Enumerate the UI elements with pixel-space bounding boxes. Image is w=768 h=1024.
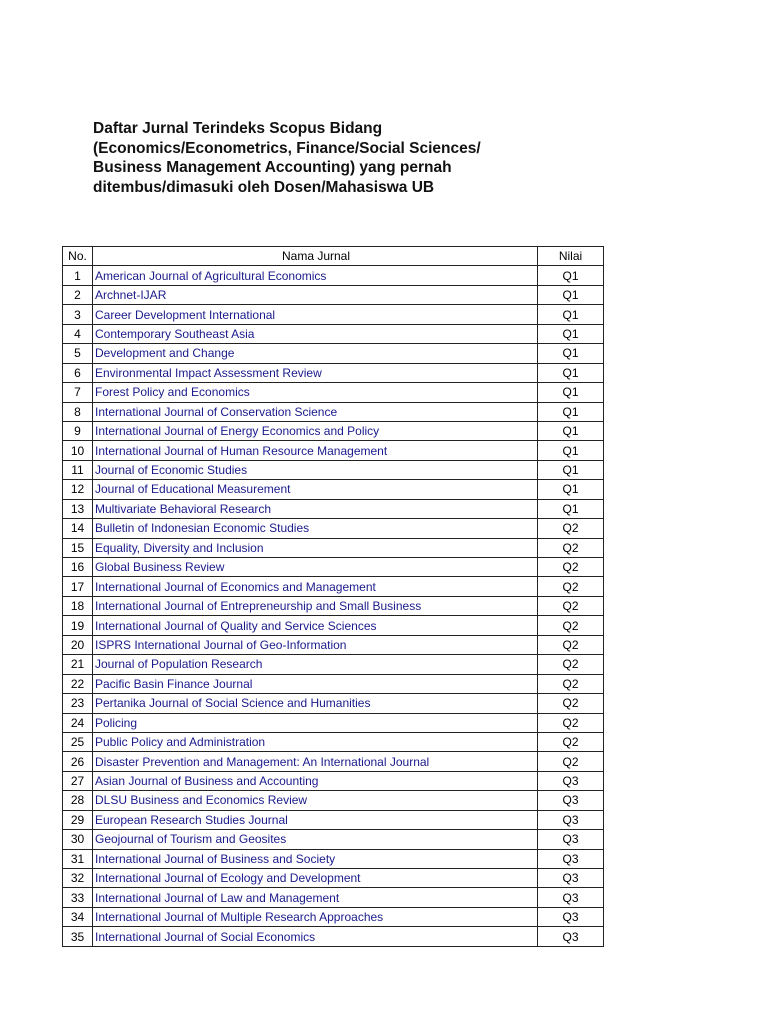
- row-number: 10: [63, 441, 93, 460]
- journal-name-link[interactable]: Multivariate Behavioral Research: [95, 501, 272, 516]
- journal-name-cell: [93, 499, 538, 518]
- journal-name-cell: [93, 694, 538, 713]
- journal-name-link[interactable]: Contemporary Southeast Asia: [95, 326, 255, 341]
- quartile-value: Q2: [538, 674, 604, 693]
- table-row: [63, 480, 604, 499]
- row-number: 22: [63, 674, 93, 693]
- table-row: [63, 324, 604, 343]
- table-row: [63, 421, 604, 440]
- quartile-value: Q2: [538, 655, 604, 674]
- quartile-value: Q2: [538, 538, 604, 557]
- journal-name-cell: [93, 577, 538, 596]
- quartile-value: Q1: [538, 324, 604, 343]
- quartile-value: Q3: [538, 771, 604, 790]
- journal-name-cell: [93, 460, 538, 479]
- row-number: 1: [63, 266, 93, 285]
- table-row: [63, 869, 604, 888]
- row-number: 8: [63, 402, 93, 421]
- table-row: [63, 441, 604, 460]
- row-number: 29: [63, 810, 93, 829]
- table-row: [63, 558, 604, 577]
- journal-name-link[interactable]: Forest Policy and Economics: [95, 385, 250, 400]
- journal-name-cell: [93, 421, 538, 440]
- journal-name-cell: [93, 538, 538, 557]
- quartile-value: Q3: [538, 791, 604, 810]
- header-name: Nama Jurnal: [93, 247, 538, 266]
- table-row: [63, 732, 604, 751]
- journal-name-link[interactable]: Disaster Prevention and Management: An International Journal: [95, 754, 430, 769]
- row-number: 28: [63, 791, 93, 810]
- table-row: [63, 713, 604, 732]
- table-row: [63, 519, 604, 538]
- quartile-value: Q3: [538, 830, 604, 849]
- journal-name-link[interactable]: International Journal of Ecology and Development: [95, 871, 361, 886]
- row-number: 20: [63, 635, 93, 654]
- journal-name-link[interactable]: American Journal of Agricultural Economics: [95, 268, 327, 283]
- table-row: [63, 596, 604, 615]
- row-number: 6: [63, 363, 93, 382]
- row-number: 34: [63, 907, 93, 926]
- quartile-value: Q3: [538, 869, 604, 888]
- quartile-value: Q1: [538, 480, 604, 499]
- row-number: 14: [63, 519, 93, 538]
- table-row: [63, 830, 604, 849]
- journal-name-link[interactable]: Career Development International: [95, 307, 276, 322]
- row-number: 25: [63, 732, 93, 751]
- journal-name-cell: [93, 402, 538, 421]
- journal-name-link[interactable]: Public Policy and Administration: [95, 735, 266, 750]
- quartile-value: Q2: [538, 713, 604, 732]
- quartile-value: Q1: [538, 285, 604, 304]
- row-number: 15: [63, 538, 93, 557]
- journal-name-cell: [93, 655, 538, 674]
- journal-name-cell: [93, 363, 538, 382]
- journal-name-cell: [93, 713, 538, 732]
- document-title: [93, 119, 613, 197]
- title-line: Daftar Jurnal Terindeks Scopus Bidang: [93, 120, 383, 137]
- journal-name-cell: [93, 869, 538, 888]
- row-number: 30: [63, 830, 93, 849]
- table-header-row: [63, 247, 604, 266]
- quartile-value: Q1: [538, 402, 604, 421]
- row-number: 23: [63, 694, 93, 713]
- journal-name-link[interactable]: Equality, Diversity and Inclusion: [95, 540, 264, 555]
- journal-name-link[interactable]: International Journal of Social Economics: [95, 929, 316, 944]
- quartile-value: Q2: [538, 577, 604, 596]
- table-row: [63, 771, 604, 790]
- journal-name-link[interactable]: Policing: [95, 715, 138, 730]
- table-row: [63, 460, 604, 479]
- quartile-value: Q1: [538, 266, 604, 285]
- journal-name-link[interactable]: International Journal of Entrepreneurship and Small Business: [95, 599, 422, 614]
- row-number: 19: [63, 616, 93, 635]
- table-row: [63, 810, 604, 829]
- journal-table-body: [63, 266, 604, 946]
- table-row: [63, 305, 604, 324]
- journal-name-cell: [93, 830, 538, 849]
- journal-name-cell: [93, 927, 538, 946]
- row-number: 11: [63, 460, 93, 479]
- table-row: [63, 285, 604, 304]
- table-row: [63, 616, 604, 635]
- journal-name-link[interactable]: ISPRS International Journal of Geo-Information: [95, 637, 347, 652]
- table-row: [63, 694, 604, 713]
- row-number: 21: [63, 655, 93, 674]
- journal-name-link[interactable]: Journal of Economic Studies: [95, 463, 248, 478]
- quartile-value: Q3: [538, 849, 604, 868]
- table-row: [63, 383, 604, 402]
- journal-name-cell: [93, 752, 538, 771]
- journal-name-link[interactable]: Asian Journal of Business and Accounting: [95, 774, 319, 789]
- quartile-value: Q1: [538, 421, 604, 440]
- quartile-value: Q3: [538, 907, 604, 926]
- journal-name-link[interactable]: Archnet-IJAR: [95, 288, 167, 303]
- row-number: 2: [63, 285, 93, 304]
- table-row: [63, 635, 604, 654]
- journal-name-link[interactable]: Geojournal of Tourism and Geosites: [95, 832, 287, 847]
- table-row: [63, 849, 604, 868]
- row-number: 4: [63, 324, 93, 343]
- journal-name-link[interactable]: International Journal of Quality and Service Sciences: [95, 618, 377, 633]
- table-row: [63, 402, 604, 421]
- journal-name-link[interactable]: International Journal of Human Resource Management: [95, 443, 388, 458]
- table-row: [63, 752, 604, 771]
- row-number: 17: [63, 577, 93, 596]
- row-number: 13: [63, 499, 93, 518]
- table-row: [63, 907, 604, 926]
- journal-name-link[interactable]: Bulletin of Indonesian Economic Studies: [95, 521, 310, 536]
- table-row: [63, 266, 604, 285]
- quartile-value: Q2: [538, 616, 604, 635]
- row-number: 12: [63, 480, 93, 499]
- quartile-value: Q2: [538, 558, 604, 577]
- journal-table: [62, 246, 604, 947]
- journal-name-cell: [93, 305, 538, 324]
- row-number: 18: [63, 596, 93, 615]
- quartile-value: Q2: [538, 732, 604, 751]
- journal-name-cell: [93, 674, 538, 693]
- quartile-value: Q2: [538, 635, 604, 654]
- table-row: [63, 363, 604, 382]
- quartile-value: Q1: [538, 499, 604, 518]
- quartile-value: Q1: [538, 383, 604, 402]
- journal-name-cell: [93, 771, 538, 790]
- header-value: Nilai: [538, 247, 604, 266]
- journal-name-link[interactable]: Global Business Review: [95, 560, 225, 575]
- row-number: 31: [63, 849, 93, 868]
- journal-name-cell: [93, 791, 538, 810]
- table-row: [63, 888, 604, 907]
- journal-name-cell: [93, 616, 538, 635]
- row-number: 26: [63, 752, 93, 771]
- table-row: [63, 791, 604, 810]
- quartile-value: Q3: [538, 810, 604, 829]
- journal-name-cell: [93, 324, 538, 343]
- journal-name-link[interactable]: European Research Studies Journal: [95, 812, 288, 827]
- quartile-value: Q3: [538, 927, 604, 946]
- row-number: 3: [63, 305, 93, 324]
- quartile-value: Q1: [538, 344, 604, 363]
- row-number: 35: [63, 927, 93, 946]
- table-row: [63, 655, 604, 674]
- table-row: [63, 927, 604, 946]
- title-line: Business Management Accounting) yang pernah: [93, 159, 452, 176]
- journal-name-link[interactable]: International Journal of Multiple Research Approaches: [95, 910, 384, 925]
- journal-name-link[interactable]: DLSU Business and Economics Review: [95, 793, 308, 808]
- quartile-value: Q3: [538, 888, 604, 907]
- row-number: 9: [63, 421, 93, 440]
- title-line: ditembus/dimasuki oleh Dosen/Mahasiswa UB: [93, 178, 435, 196]
- journal-name-cell: [93, 810, 538, 829]
- quartile-value: Q2: [538, 519, 604, 538]
- row-number: 32: [63, 869, 93, 888]
- row-number: 27: [63, 771, 93, 790]
- journal-name-cell: [93, 285, 538, 304]
- journal-name-cell: [93, 907, 538, 926]
- journal-name-link[interactable]: Pacific Basin Finance Journal: [95, 676, 253, 691]
- journal-name-link[interactable]: International Journal of Economics and Management: [95, 579, 376, 594]
- quartile-value: Q2: [538, 752, 604, 771]
- table-row: [63, 538, 604, 557]
- table-row: [63, 499, 604, 518]
- journal-name-link[interactable]: Journal of Population Research: [95, 657, 263, 672]
- row-number: 33: [63, 888, 93, 907]
- table-row: [63, 674, 604, 693]
- quartile-value: Q2: [538, 694, 604, 713]
- quartile-value: Q1: [538, 305, 604, 324]
- journal-name-link[interactable]: International Journal of Energy Economics and Policy: [95, 424, 380, 439]
- journal-name-cell: [93, 732, 538, 751]
- journal-name-link[interactable]: Pertanika Journal of Social Science and Humanities: [95, 696, 371, 711]
- table-row: [63, 344, 604, 363]
- row-number: 24: [63, 713, 93, 732]
- journal-name-cell: [93, 635, 538, 654]
- journal-name-cell: [93, 480, 538, 499]
- table-row: [63, 577, 604, 596]
- journal-name-cell: [93, 558, 538, 577]
- quartile-value: Q1: [538, 460, 604, 479]
- journal-name-link[interactable]: Development and Change: [95, 346, 235, 361]
- journal-name-link[interactable]: International Journal of Business and Society: [95, 851, 336, 866]
- journal-name-cell: [93, 888, 538, 907]
- row-number: 5: [63, 344, 93, 363]
- quartile-value: Q1: [538, 363, 604, 382]
- journal-name-cell: [93, 383, 538, 402]
- journal-name-link[interactable]: Environmental Impact Assessment Review: [95, 365, 322, 380]
- row-number: 16: [63, 558, 93, 577]
- journal-name-cell: [93, 266, 538, 285]
- journal-name-link[interactable]: International Journal of Law and Management: [95, 890, 340, 905]
- quartile-value: Q2: [538, 596, 604, 615]
- journal-name-cell: [93, 596, 538, 615]
- journal-name-link[interactable]: International Journal of Conservation Science: [95, 404, 338, 419]
- journal-name-cell: [93, 849, 538, 868]
- quartile-value: Q1: [538, 441, 604, 460]
- journal-name-cell: [93, 441, 538, 460]
- row-number: 7: [63, 383, 93, 402]
- journal-name-cell: [93, 344, 538, 363]
- journal-name-cell: [93, 519, 538, 538]
- header-no: No.: [63, 247, 93, 266]
- journal-name-link[interactable]: Journal of Educational Measurement: [95, 482, 291, 497]
- title-line: (Economics/Econometrics, Finance/Social Sciences/: [93, 139, 481, 157]
